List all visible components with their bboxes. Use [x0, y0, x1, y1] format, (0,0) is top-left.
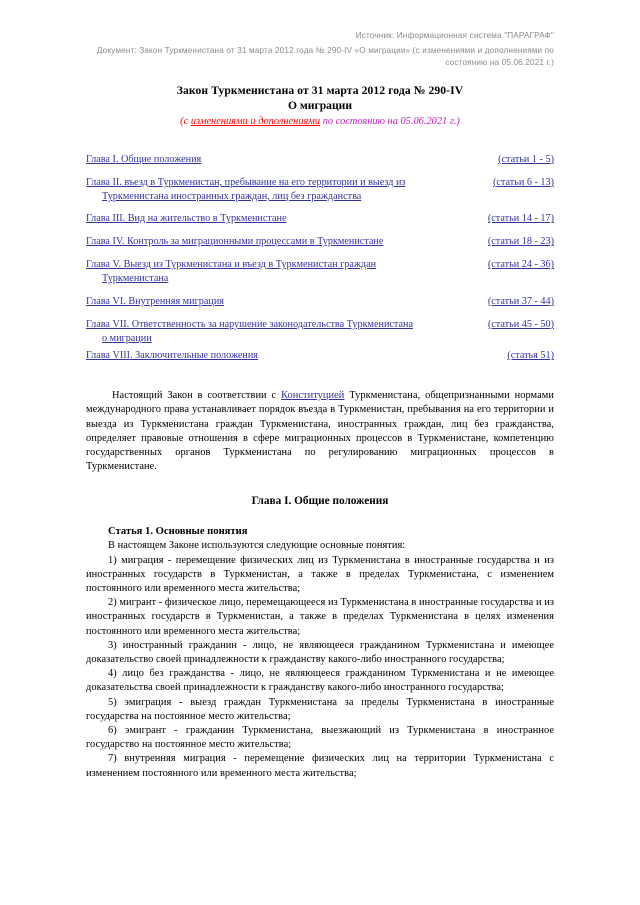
document-title-block	[86, 83, 554, 129]
definition-item-6: 6) эмигрант - гражданин Туркменистана, выезжающий из Туркменистана в иностранное государство на постоянное место жительства;	[86, 725, 554, 751]
amendment-open: (с	[180, 116, 191, 127]
toc-link-chapter-1[interactable]: Глава I. Общие положения	[86, 154, 202, 165]
amendment-date: по состоянию на 05.06.2021 г.)	[320, 116, 460, 127]
toc-entry-articles-cell	[472, 314, 554, 345]
toc-link-chapter-3[interactable]: Глава III. Вид на жительство в Туркменистане	[86, 213, 287, 225]
article-1-lead: В настоящем Законе используются следующие основные понятия:	[108, 540, 406, 552]
toc-row	[86, 291, 554, 309]
toc-entry-articles-cell	[472, 231, 554, 249]
constitution-link[interactable]: Конституцией	[281, 390, 345, 402]
toc-entry-articles-cell	[472, 345, 554, 363]
definition-item-2: 2) мигрант - физическое лицо, перемещающееся из Туркменистана в иностранные государства и из иностранных государств в Туркменистан, а также в пределах Туркменистана в целях изменения постоянного или временного места жительства;	[86, 597, 554, 637]
toc-entry-title-cell	[86, 208, 472, 226]
toc-link-chapter-2[interactable]: Глава II. въезд в Туркменистан, пребывание на его территории и выезд из	[86, 177, 406, 188]
toc-link-chapter-5-continued[interactable]: Туркменистана	[102, 273, 169, 285]
toc-entry-articles-cell	[472, 149, 554, 167]
definition-item-3: 3) иностранный гражданин - лицо, не являющееся гражданином Туркменистана и имеющее доказательство своей принадлежности к гражданству какого-либо иностранного государства;	[86, 639, 554, 666]
toc-link-chapter-7[interactable]: Глава VII. Ответственность за нарушение законодательства Туркменистана	[86, 318, 413, 330]
toc-row	[86, 314, 554, 345]
toc-link-chapter-8[interactable]: Глава VIII. Заключительные положения	[86, 350, 258, 362]
amendment-note	[86, 115, 554, 129]
toc-entry-title-cell	[86, 231, 472, 249]
toc-articles-chapter-8[interactable]: (статья 51)	[507, 350, 554, 362]
toc-entry-articles-cell	[472, 291, 554, 309]
toc-entry-title-cell	[86, 172, 472, 203]
toc-entry-title-cell	[86, 314, 472, 345]
toc-articles-chapter-6[interactable]: (статьи 37 - 44)	[487, 295, 554, 307]
preamble-before: Настоящий Закон в соответствии с	[112, 390, 282, 402]
amendment-underlined: изменениями и дополнениями	[190, 116, 321, 127]
toc-row	[86, 149, 554, 167]
definition-item-5: 5) эмиграция - выезд граждан Туркменистана за пределы Туркменистана в иностранные государства на постоянное место жительства;	[86, 696, 554, 722]
toc-entry-title-cell	[86, 254, 472, 285]
toc-link-chapter-4[interactable]: Глава IV. Контроль за миграционными процессами в Туркменистане	[86, 236, 384, 248]
toc-row	[86, 231, 554, 249]
document-info-line: Документ: Закон Туркменистана от 31 марта 2012 года № 290-IV «О миграции» (с изменениями и дополнениями по состоянию на 05.06.2021 г.)	[96, 46, 554, 67]
table-of-contents	[86, 149, 554, 363]
preamble-after: Туркменистана, общепризнанными нормами международного права устанавливает порядок въезда в Туркменистан, пребывания на его территории и выезда из Туркменистана граждан Туркменистана, иностранных граждан, лиц без гражданства, определяет правовые отношения в сфере миграционных процессов в Туркменистане, компетенцию государственных органов Туркменистана по регулированию миграционных процессов в Туркменистане.	[86, 390, 555, 473]
toc-articles-chapter-1[interactable]: (статьи 1 - 5)	[498, 154, 554, 165]
toc-entry-title-cell	[86, 291, 472, 309]
toc-articles-chapter-3[interactable]: (статьи 14 - 17)	[487, 213, 554, 225]
toc-link-chapter-2-continued[interactable]: Туркменистана иностранных граждан, лиц без гражданства	[102, 191, 362, 202]
toc-articles-chapter-5[interactable]: (статьи 24 - 36)	[487, 259, 554, 271]
article-1-heading: Статья 1. Основные понятия	[108, 526, 248, 538]
title-line-1: Закон Туркменистана от 31 марта 2012 года № 290-IV	[176, 84, 464, 97]
chapter-1-heading: Глава I. Общие положения	[251, 495, 389, 508]
title-line-2: О миграции	[287, 99, 353, 112]
definitions-list	[86, 554, 554, 781]
toc-articles-chapter-7[interactable]: (статьи 45 - 50)	[487, 318, 554, 330]
toc-link-chapter-5[interactable]: Глава V. Выезд из Туркменистана и въезд в Туркменистан граждан	[86, 259, 377, 271]
toc-articles-chapter-2[interactable]: (статьи 6 - 13)	[492, 177, 554, 188]
toc-entry-articles-cell	[472, 208, 554, 226]
toc-link-chapter-6[interactable]: Глава VI. Внутренняя миграция	[86, 295, 224, 307]
definition-item-4: 4) лицо без гражданства - лицо, не являющееся гражданином Туркменистана и не имеющее доказательства своей принадлежности к гражданству какого-либо иностранного государства;	[86, 668, 554, 694]
toc-articles-chapter-4[interactable]: (статьи 18 - 23)	[487, 236, 554, 248]
toc-entry-articles-cell	[472, 254, 554, 285]
source-line: Источник: Информационная система "ПАРАГРАФ"	[355, 31, 554, 40]
definition-item-7: 7) внутренняя миграция - перемещение физических лиц на территории Туркменистана с изменением постоянного или временного места жительства;	[86, 753, 554, 779]
toc-row	[86, 172, 554, 203]
toc-row	[86, 254, 554, 285]
toc-entry-title-cell	[86, 345, 472, 363]
toc-entry-articles-cell	[472, 172, 554, 203]
toc-row	[86, 208, 554, 226]
toc-row	[86, 345, 554, 363]
preamble-paragraph	[86, 389, 554, 474]
definition-item-1: 1) миграция - перемещение физических лиц из Туркменистана в иностранные государства и из иностранных государств в Туркменистан, а также в пределах Туркменистана, с изменением постоянного или временного места жительства;	[86, 554, 554, 595]
toc-link-chapter-7-continued[interactable]: о миграции	[102, 332, 152, 344]
toc-entry-title-cell	[86, 149, 472, 167]
